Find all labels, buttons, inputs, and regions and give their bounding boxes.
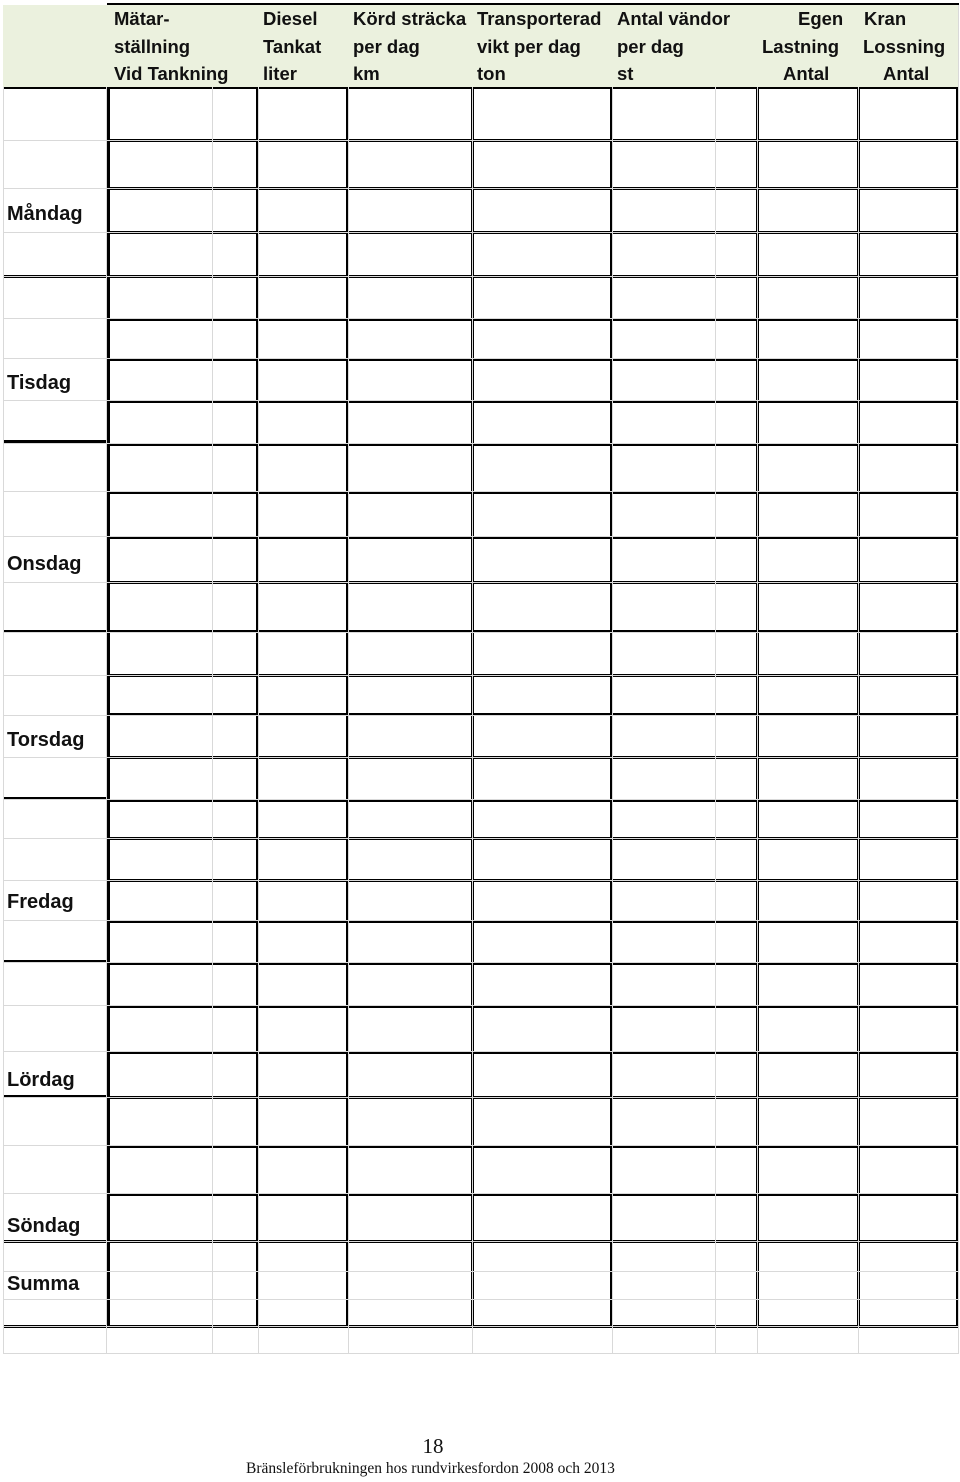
row-label-torsdag: Torsdag: [7, 729, 85, 751]
grid-line-h: [3, 582, 959, 583]
grid-line-h: [3, 962, 959, 963]
header-diesel-line3: liter: [263, 63, 297, 84]
row-label-tisdag: Tisdag: [7, 372, 72, 394]
row-label-fredag: Fredag: [7, 891, 74, 913]
header-kran: Kran: [864, 8, 907, 29]
row-label-summa: Summa: [7, 1273, 80, 1295]
grid-line-v: [757, 5, 758, 1353]
grid-line-h: [3, 799, 959, 800]
grid-line-h: [3, 1145, 959, 1146]
grid-line-h: [3, 276, 959, 277]
grid-line-h: [3, 757, 959, 758]
grid-line-h: [3, 1051, 959, 1052]
row-label-sondag: Söndag: [7, 1215, 81, 1237]
grid-line-v: [612, 5, 613, 1353]
grid-line-h: [3, 1271, 959, 1272]
header-diesel-line1: Diesel: [263, 8, 318, 29]
grid-line-h: [3, 188, 959, 189]
header-vandor-line3: st: [617, 63, 634, 84]
grid-line-h: [3, 358, 959, 359]
grid-line-v: [3, 5, 4, 1353]
grid-line-h: [3, 232, 959, 233]
grid-line-v: [958, 5, 959, 1353]
header-kord-line2: per dag: [353, 36, 420, 57]
grid-line-h: [3, 1005, 959, 1006]
grid-line-v: [106, 5, 107, 1353]
grid-line-h: [3, 920, 959, 921]
header-transport-line3: ton: [477, 63, 506, 84]
header-transport-line2: vikt per dag: [477, 36, 581, 57]
page-number: 18: [422, 1434, 444, 1458]
header-matar-line2: ställning: [114, 36, 191, 57]
grid-line-h: [3, 1326, 959, 1327]
header-lastning-unit: Antal: [783, 63, 830, 84]
grid-line-h: [3, 140, 959, 141]
grid-line-h: [3, 838, 959, 839]
grid-line-h: [3, 443, 959, 444]
grid-line-h: [3, 1353, 959, 1354]
row-label-mandag: Måndag: [7, 203, 83, 225]
grid-line-h: [3, 1299, 959, 1300]
row-label-onsdag: Onsdag: [7, 553, 82, 575]
grid-line-h: [3, 1097, 959, 1098]
page-footer: Bränsleförbrukningen hos rundvirkesfordon 2008 och 2013: [246, 1460, 615, 1477]
grid-line-v: [348, 5, 349, 1353]
header-vandor-line2: per dag: [617, 36, 684, 57]
header-lossning-unit: Antal: [883, 63, 930, 84]
header-matar-line3: Vid Tankning: [114, 63, 229, 84]
header-vandor-line1: Antal vändor: [617, 8, 731, 29]
row-label-lordag: Lördag: [7, 1069, 75, 1091]
grid-line-h: [3, 1241, 959, 1242]
grid-line-h: [3, 400, 959, 401]
header-lastning: Lastning: [762, 36, 840, 57]
grid-line-v: [472, 5, 473, 1353]
grid-line-v: [715, 5, 716, 1353]
header-lossning: Lossning: [863, 36, 946, 57]
grid-line-v: [858, 5, 859, 1353]
grid-line-h: [3, 715, 959, 716]
header-egen: Egen: [798, 8, 844, 29]
header-kord-line1: Körd sträcka: [353, 8, 467, 29]
grid-line-h: [3, 491, 959, 492]
header-diesel-line2: Tankat: [263, 36, 322, 57]
grid-line-h: [3, 1193, 959, 1194]
grid-line-h: [3, 536, 959, 537]
header-matar-line1: Mätar-: [114, 8, 170, 29]
grid-line-h: [3, 318, 959, 319]
grid-line-v: [212, 5, 213, 1353]
header-kord-line3: km: [353, 63, 380, 84]
grid-line-h: [3, 675, 959, 676]
grid-line-h: [3, 632, 959, 633]
grid-line-v: [258, 5, 259, 1353]
grid-line-h: [3, 880, 959, 881]
border-v: [107, 5, 110, 1327]
header-transport-line1: Transporterad: [477, 8, 602, 29]
